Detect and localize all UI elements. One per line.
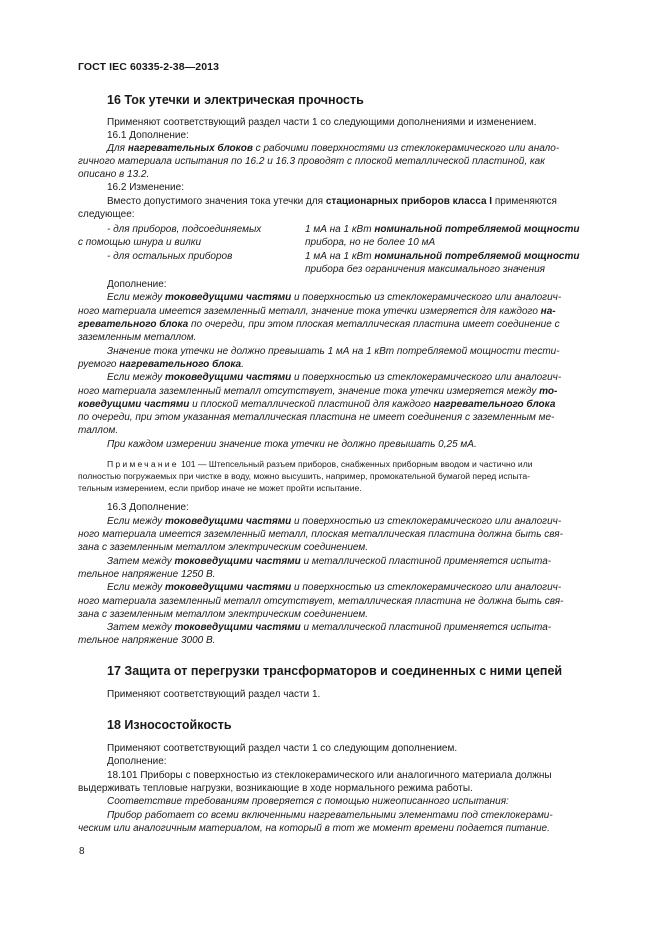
b3-line3: зана с заземленным металлом электрическим соединением. bbox=[78, 609, 369, 620]
section-17-title: 17 Защита от перегрузки трансформаторов и соединенных с ними цепей bbox=[107, 664, 563, 678]
a3-line4: по очереди, при этом указанная металлическая пластина не имеет соединения с заземленным ме- bbox=[78, 412, 555, 423]
a4: При каждом измерении значение тока утечки не должно превышать 0,25 мА. bbox=[107, 439, 477, 450]
a1-line2: ного материала имеется заземленный металл, значение тока утечки измеряется для каждого на- bbox=[78, 306, 556, 317]
a2-line2: руемого нагревательного блока. bbox=[78, 359, 244, 370]
s16-intro: Применяют соответствующий раздел части 1 со следующими дополнениями и изменением. bbox=[107, 117, 537, 128]
note-101-line2: полностью погружаемых при чистке в воду, можно высушить, например, промокательной бумагой перед испыта- bbox=[78, 471, 531, 481]
a1-line1: Если между токоведущими частями и поверхностью из стеклокерамического или аналогич- bbox=[107, 292, 562, 303]
s18-dop: Дополнение: bbox=[107, 756, 167, 767]
s17-text: Применяют соответствующий раздел части 1. bbox=[107, 689, 321, 700]
p162-line1: Вместо допустимого значения тока утечки для стационарных приборов класса I применяются bbox=[107, 196, 557, 207]
p18101-compliance: Соответствие требованиям проверяется с помощью нижеописанного испытания: bbox=[107, 796, 509, 807]
note-101-line1: Примечание 101 — Штепсельный разъем приборов, снабженных приборным вводом и частично или bbox=[107, 459, 533, 469]
p162-line2: следующее: bbox=[78, 209, 135, 220]
p161-line2: гичного материала испытания по 16.2 и 16.3 проводят с плоской металлической пластиной, как bbox=[78, 156, 545, 167]
b1-line1: Если между токоведущими частями и поверхностью из стеклокерамического или аналогич- bbox=[107, 516, 562, 527]
b3-line1: Если между токоведущими частями и поверхностью из стеклокерамического или аналогич- bbox=[107, 582, 562, 593]
row1-left-line2: с помощью шнура и вилки bbox=[78, 237, 202, 248]
section-16-title: 16 Ток утечки и электрическая прочность bbox=[107, 93, 364, 107]
b1-line3: зана с заземленным металлом электрическим соединением. bbox=[78, 542, 369, 553]
s18-intro: Применяют соответствующий раздел части 1 со следующим дополнением. bbox=[107, 743, 458, 754]
row1-right-line2: прибора, но не более 10 мА bbox=[305, 237, 436, 248]
a2-line1: Значение тока утечки не должно превышать 1 мА на 1 кВт потребляемой мощности тести- bbox=[107, 346, 560, 357]
row2-left: - для остальных приборов bbox=[107, 251, 233, 262]
a1-line3: гревательного блока по очереди, при этом плоская металлическая пластина имеет соединение с bbox=[78, 319, 560, 330]
a3-line1: Если между токоведущими частями и поверхностью из стеклокерамического или аналогич- bbox=[107, 372, 562, 383]
a1-line4: заземленным металлом. bbox=[78, 332, 197, 343]
s16-dop: Дополнение: bbox=[107, 279, 167, 290]
row1-left-line1: - для приборов, подсоединяемых bbox=[107, 224, 262, 235]
b2-line2: тельное напряжение 1250 В. bbox=[78, 569, 216, 580]
document-header: ГОСТ IEC 60335-2-38—2013 bbox=[78, 61, 220, 73]
row2-right-line2: прибора без ограничения максимального значения bbox=[305, 264, 546, 275]
row2-right-line1: 1 мА на 1 кВт номинальной потребляемой мощности bbox=[305, 251, 580, 262]
a3-line5: таллом. bbox=[78, 425, 119, 436]
a3-line3: коведущими частями и плоской металлической пластиной для каждого нагревательного блока bbox=[78, 399, 556, 410]
p161-line3: описано в 13.2. bbox=[78, 169, 150, 180]
p18101-test-line1: Прибор работает со всеми включенными нагревательными элементами под стеклокерами- bbox=[107, 810, 553, 821]
p161-line1: Для нагревательных блоков с рабочими поверхностями из стеклокерамического или анало- bbox=[107, 143, 560, 154]
note-101-line3: тельным измерением, если прибор иначе не может пройти испытание. bbox=[78, 483, 362, 493]
b4-line1: Затем между токоведущими частями и металлической пластиной применяется испыта- bbox=[107, 622, 552, 633]
p18101-test-line2: ческим или аналогичным материалом, на который в тот же момент времени подается питание. bbox=[78, 823, 550, 834]
clause-16-1: 16.1 Дополнение: bbox=[107, 130, 189, 141]
row1-right-line1: 1 мА на 1 кВт номинальной потребляемой мощности bbox=[305, 224, 580, 235]
clause-16-2: 16.2 Изменение: bbox=[107, 182, 184, 193]
a3-line2: ного материала заземленный металл отсутствует, значение тока утечки измеряется между то- bbox=[78, 386, 558, 397]
b1-line2: ного материала имеется заземленный металл, плоская металлическая пластина должна быть свя- bbox=[78, 529, 563, 540]
b2-line1: Затем между токоведущими частями и металлической пластиной применяется испыта- bbox=[107, 556, 552, 567]
note-label: Примечание bbox=[107, 459, 179, 469]
p18101-line2: выдерживать тепловые нагрузки, возникающие в ходе нормального режима работы. bbox=[78, 783, 473, 794]
p18101-line1: 18.101 Приборы с поверхностью из стеклокерамического или аналогичного материала должны bbox=[107, 770, 552, 781]
b4-line2: тельное напряжение 3000 В. bbox=[78, 635, 216, 646]
clause-16-3: 16.3 Дополнение: bbox=[107, 502, 189, 513]
section-18-title: 18 Износостойкость bbox=[107, 718, 232, 732]
page-number: 8 bbox=[79, 846, 85, 857]
b3-line2: ного материала заземленный металл отсутствует, металлическая пластина не должна быть свя- bbox=[78, 596, 564, 607]
